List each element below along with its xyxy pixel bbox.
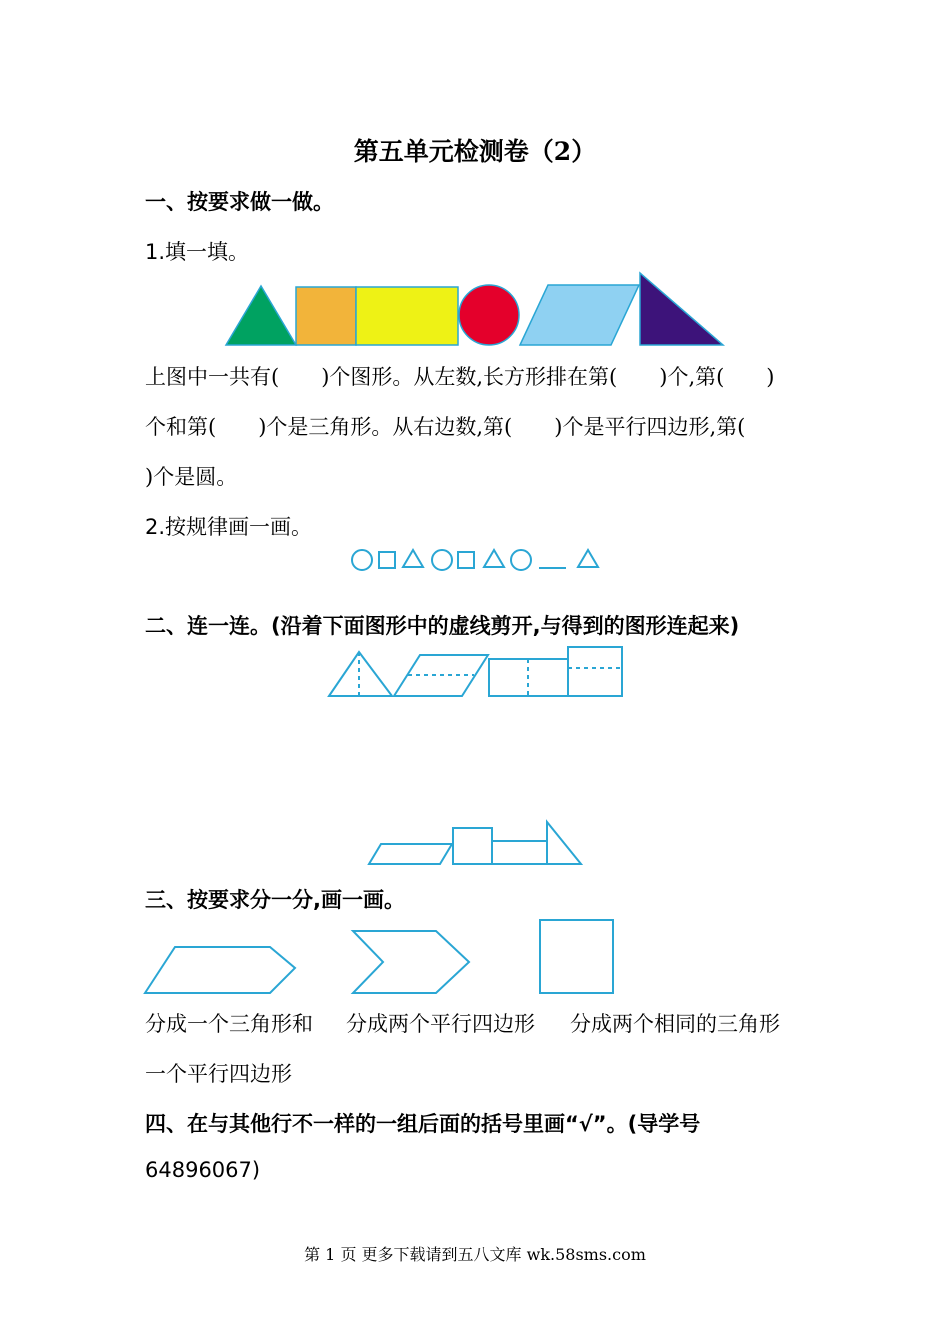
q2-label: 2.按规律画一画。 <box>145 515 313 539</box>
square-shape <box>540 920 613 993</box>
page-footer: 第 1 页 更多下载请到五八文库 wk.58sms.com <box>304 1245 646 1264</box>
caption-triangle-parallelogram: 分成一个三角形和 <box>145 1012 313 1036</box>
caption-triangle-parallelogram-cont: 一个平行四边形 <box>145 1062 292 1086</box>
section1-heading: 一、按要求做一做。 <box>145 190 334 214</box>
section4-heading: 四、在与其他行不一样的一组后面的括号里画“√”。(导学号 <box>145 1112 701 1136</box>
section2-heading: 二、连一连。(沿着下面图形中的虚线剪开,与得到的图形连起来) <box>145 614 740 638</box>
pentagon-shape <box>145 947 295 993</box>
chevron-shape <box>353 931 469 993</box>
section3-heading: 三、按要求分一分,画一画。 <box>145 888 405 912</box>
caption-two-parallelograms: 分成两个平行四边形 <box>346 1012 535 1036</box>
caption-two-triangles: 分成两个相同的三角形 <box>570 1012 780 1036</box>
q1-label: 1.填一填。 <box>145 240 250 264</box>
q1-text-line3: )个是圆。 <box>145 465 238 489</box>
q1-text-line1: 上图中一共有( )个图形。从左数,长方形排在第( )个,第( ) <box>145 365 775 389</box>
section4-heading-cont: 64896067) <box>145 1158 261 1182</box>
q1-text-line2: 个和第( )个是三角形。从右边数,第( )个是平行四边形,第( <box>145 415 746 439</box>
page-title: 第五单元检测卷（2） <box>353 137 597 166</box>
